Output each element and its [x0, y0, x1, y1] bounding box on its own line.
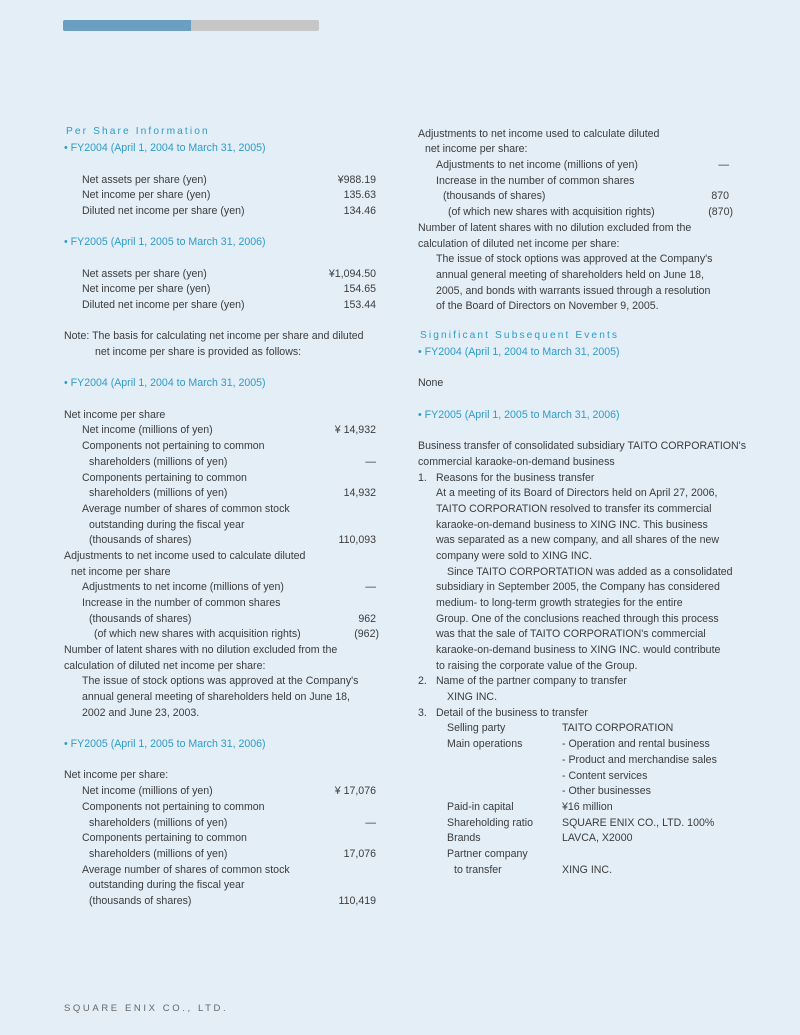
period-heading	[64, 141, 266, 155]
line-label: TAITO CORPORATION resolved to transfer its commercial	[436, 503, 712, 515]
period-heading	[64, 235, 266, 249]
text-line	[436, 674, 627, 688]
line-label: Partner company	[447, 848, 528, 860]
text-line	[82, 423, 376, 437]
progress-bar	[63, 20, 319, 31]
line-value: —	[718, 159, 729, 171]
line-label: Components not pertaining to common	[82, 440, 265, 452]
text-line	[82, 596, 280, 610]
line-value: 110,419	[338, 895, 376, 907]
line-label: 1.	[418, 472, 427, 484]
text-line	[82, 690, 350, 704]
line-label: (thousands of shares)	[89, 895, 192, 907]
text-line	[436, 518, 708, 532]
text-line	[418, 221, 691, 235]
line-value: 154.65	[343, 283, 376, 295]
text-line	[562, 800, 613, 814]
line-label: Name of the partner company to transfer	[436, 675, 627, 687]
line-label: Components pertaining to common	[82, 472, 247, 484]
line-label: SQUARE ENIX CO., LTD. 100%	[562, 817, 715, 829]
line-label: • FY2005 (April 1, 2005 to March 31, 2006)	[64, 236, 266, 248]
text-line	[89, 612, 376, 626]
line-label: Selling party	[447, 722, 506, 734]
line-label: XING INC.	[562, 864, 613, 876]
line-label: Net income (millions of yen)	[82, 785, 213, 797]
text-line	[82, 863, 290, 877]
text-line	[82, 800, 265, 814]
text-line	[82, 831, 247, 845]
text-line	[562, 737, 710, 751]
text-line	[447, 721, 505, 735]
text-line	[436, 533, 719, 547]
line-label: • FY2004 (April 1, 2004 to March 31, 2005)	[418, 346, 620, 358]
line-label: karaoke-on-demand business to XING INC. This business	[436, 519, 708, 531]
line-label: shareholders (millions of yen)	[89, 487, 228, 499]
text-line	[436, 252, 712, 266]
text-line	[418, 471, 427, 485]
text-line	[447, 816, 533, 830]
text-line	[454, 863, 502, 877]
line-label: to raising the corporate value of the Group.	[436, 660, 638, 672]
line-label: net income per share:	[425, 143, 528, 155]
text-line	[436, 643, 720, 657]
line-label: Group. One of the conclusions reached through this process	[436, 613, 719, 625]
line-label: Adjustments to net income used to calculate diluted	[418, 128, 660, 140]
line-label: Net income (millions of yen)	[82, 424, 213, 436]
line-label: - Operation and rental business	[562, 738, 710, 750]
line-label: LAVCA, X2000	[562, 832, 633, 844]
text-line	[82, 580, 376, 594]
line-label: Per Share Information	[66, 126, 210, 137]
text-line	[89, 486, 376, 500]
line-label: 2.	[418, 675, 427, 687]
text-line	[82, 706, 199, 720]
line-label: Net income per share (yen)	[82, 283, 211, 295]
line-label: - Product and merchandise sales	[562, 754, 717, 766]
text-line	[89, 878, 244, 892]
line-label: shareholders (millions of yen)	[89, 848, 228, 860]
text-line	[418, 706, 427, 720]
text-line	[89, 533, 376, 547]
line-label: Increase in the number of common shares	[436, 175, 635, 187]
line-value: ¥1,094.50	[328, 268, 376, 280]
line-value: (870)	[708, 206, 733, 218]
text-line	[436, 502, 712, 516]
text-line	[82, 784, 376, 798]
line-value: 870	[711, 190, 729, 202]
text-line	[82, 471, 247, 485]
text-line	[436, 706, 588, 720]
line-label: None	[418, 377, 444, 389]
line-label: shareholders (millions of yen)	[89, 456, 228, 468]
text-line	[95, 345, 301, 359]
text-line	[418, 439, 746, 453]
text-line	[418, 237, 619, 251]
line-label: to transfer	[454, 864, 502, 876]
text-line	[562, 863, 612, 877]
text-line	[82, 188, 376, 202]
text-line	[436, 596, 683, 610]
line-label: Shareholding ratio	[447, 817, 533, 829]
text-line	[562, 721, 673, 735]
line-label: Since TAITO CORPORTATION was added as a consolidated	[447, 566, 733, 578]
line-label: • FY2005 (April 1, 2005 to March 31, 2006)	[64, 738, 266, 750]
text-line	[562, 784, 651, 798]
text-line	[64, 408, 165, 422]
line-label: (thousands of shares)	[89, 534, 192, 546]
line-label: Detail of the business to transfer	[436, 707, 588, 719]
line-value: 135.63	[343, 189, 376, 201]
line-label: Adjustments to net income (millions of yen)	[436, 159, 638, 171]
text-line	[436, 659, 637, 673]
line-label: 2002 and June 23, 2003.	[82, 707, 200, 719]
line-label: subsidiary in September 2005, the Company has considered	[436, 581, 720, 593]
text-line	[562, 753, 717, 767]
line-label: Main operations	[447, 738, 523, 750]
line-label: was separated as a new company, and all shares of the new	[436, 534, 720, 546]
line-value: 14,932	[343, 487, 376, 499]
text-line	[562, 816, 714, 830]
line-label: Business transfer of consolidated subsidiary TAITO CORPORATION's	[418, 440, 746, 452]
line-value: 110,093	[338, 534, 376, 546]
text-line	[64, 549, 305, 563]
line-label: Significant Subsequent Events	[420, 330, 620, 341]
line-label: Reasons for the business transfer	[436, 472, 595, 484]
text-line	[82, 674, 358, 688]
text-line	[447, 847, 528, 861]
text-line	[64, 329, 364, 343]
line-label: Net income per share (yen)	[82, 189, 211, 201]
text-line	[447, 800, 514, 814]
text-line	[82, 173, 376, 187]
text-line	[89, 455, 376, 469]
line-label: (thousands of shares)	[443, 190, 546, 202]
line-label: karaoke-on-demand business to XING INC. would contribute	[436, 644, 721, 656]
period-heading	[418, 408, 620, 422]
line-value: (962)	[354, 628, 379, 640]
text-line	[64, 768, 168, 782]
text-line	[447, 565, 733, 579]
line-label: Net assets per share (yen)	[82, 268, 207, 280]
text-line	[418, 127, 659, 141]
line-label: calculation of diluted net income per share:	[64, 660, 266, 672]
line-label: Adjustments to net income used to calculate diluted	[64, 550, 306, 562]
line-label: Brands	[447, 832, 481, 844]
text-line	[436, 627, 706, 641]
line-label: • FY2004 (April 1, 2004 to March 31, 2005)	[64, 142, 266, 154]
line-value: —	[365, 581, 376, 593]
line-label: 3.	[418, 707, 427, 719]
line-label: net income per share	[71, 566, 171, 578]
progress-bar-fill	[63, 20, 191, 31]
text-line	[64, 659, 265, 673]
text-line	[436, 471, 594, 485]
line-value: —	[365, 817, 376, 829]
line-label: - Content services	[562, 770, 648, 782]
text-line	[447, 737, 522, 751]
text-line	[82, 267, 376, 281]
text-line	[447, 690, 497, 704]
line-label: (thousands of shares)	[89, 613, 192, 625]
line-label: Components pertaining to common	[82, 832, 247, 844]
line-label: calculation of diluted net income per share:	[418, 238, 620, 250]
text-line	[436, 580, 720, 594]
text-line	[89, 816, 376, 830]
text-line	[447, 831, 481, 845]
line-label: - Other businesses	[562, 785, 651, 797]
period-heading	[64, 376, 266, 390]
text-line	[436, 549, 592, 563]
line-label: XING INC.	[447, 691, 498, 703]
text-line	[64, 643, 337, 657]
line-label: ¥16 million	[562, 801, 613, 813]
text-line	[436, 486, 717, 500]
line-label: Number of latent shares with no dilution excluded from the	[418, 222, 692, 234]
line-label: Average number of shares of common stock	[82, 864, 290, 876]
line-label: • FY2004 (April 1, 2004 to March 31, 2005)	[64, 377, 266, 389]
text-line	[82, 282, 376, 296]
line-value: ¥ 14,932	[334, 424, 376, 436]
text-line	[71, 565, 171, 579]
text-line	[418, 674, 427, 688]
line-value: ¥ 17,076	[334, 785, 376, 797]
text-line	[436, 158, 729, 172]
line-label: 2005, and bonds with warrants issued through a resolution	[436, 285, 711, 297]
line-label: Average number of shares of common stock	[82, 503, 290, 515]
line-label: At a meeting of its Board of Directors held on April 27, 2006,	[436, 487, 718, 499]
section-heading	[66, 125, 210, 139]
line-label: net income per share is provided as follows:	[95, 346, 302, 358]
line-label: outstanding during the fiscal year	[89, 879, 245, 891]
line-label: shareholders (millions of yen)	[89, 817, 228, 829]
line-label: Diluted net income per share (yen)	[82, 299, 245, 311]
text-line	[436, 284, 710, 298]
footer-company-name: SQUARE ENIX CO., LTD.	[64, 1003, 229, 1014]
text-line	[89, 847, 376, 861]
line-label: • FY2005 (April 1, 2005 to March 31, 2006)	[418, 409, 620, 421]
text-line	[82, 298, 376, 312]
text-line	[82, 502, 290, 516]
text-line	[418, 455, 615, 469]
line-value: 17,076	[343, 848, 376, 860]
line-label: Components not pertaining to common	[82, 801, 265, 813]
line-label: (of which new shares with acquisition rights)	[448, 206, 655, 218]
line-label: TAITO CORPORATION	[562, 722, 674, 734]
line-label: (of which new shares with acquisition rights)	[94, 628, 301, 640]
period-heading	[418, 345, 620, 359]
text-line	[94, 627, 379, 641]
text-line	[436, 299, 659, 313]
line-label: medium- to long-term growth strategies for the entire	[436, 597, 683, 609]
line-label: Adjustments to net income (millions of yen)	[82, 581, 284, 593]
text-line	[448, 205, 733, 219]
line-label: Net income per share:	[64, 769, 169, 781]
period-heading	[64, 737, 266, 751]
line-label: commercial karaoke-on-demand business	[418, 456, 615, 468]
text-line	[89, 518, 244, 532]
section-heading	[420, 329, 619, 343]
text-line	[82, 204, 376, 218]
text-line	[418, 376, 443, 390]
line-value: —	[365, 456, 376, 468]
line-label: company were sold to XING INC.	[436, 550, 593, 562]
line-label: of the Board of Directors on November 9, 2005.	[436, 300, 659, 312]
text-line	[82, 439, 265, 453]
line-label: annual general meeting of shareholders held on June 18,	[82, 691, 350, 703]
text-line	[562, 769, 647, 783]
text-line	[425, 142, 527, 156]
text-line	[436, 268, 704, 282]
line-value: 962	[358, 613, 376, 625]
line-value: ¥988.19	[337, 174, 376, 186]
line-label: Net assets per share (yen)	[82, 174, 207, 186]
text-line	[436, 612, 719, 626]
line-label: The issue of stock options was approved at the Company's	[82, 675, 359, 687]
text-line	[436, 174, 634, 188]
line-label: Net income per share	[64, 409, 166, 421]
line-label: was that the sale of TAITO CORPORATION's commercial	[436, 628, 706, 640]
line-value: 134.46	[343, 205, 376, 217]
line-label: Diluted net income per share (yen)	[82, 205, 245, 217]
line-label: annual general meeting of shareholders held on June 18,	[436, 269, 704, 281]
line-label: Number of latent shares with no dilution excluded from the	[64, 644, 338, 656]
line-label: The issue of stock options was approved at the Company's	[436, 253, 713, 265]
text-line	[443, 189, 729, 203]
line-label: Paid-in capital	[447, 801, 514, 813]
line-value: 153.44	[343, 299, 376, 311]
text-line	[89, 894, 376, 908]
line-label: Increase in the number of common shares	[82, 597, 281, 609]
line-label: outstanding during the fiscal year	[89, 519, 245, 531]
text-line	[562, 831, 632, 845]
line-label: Note: The basis for calculating net income per share and diluted	[64, 330, 364, 342]
